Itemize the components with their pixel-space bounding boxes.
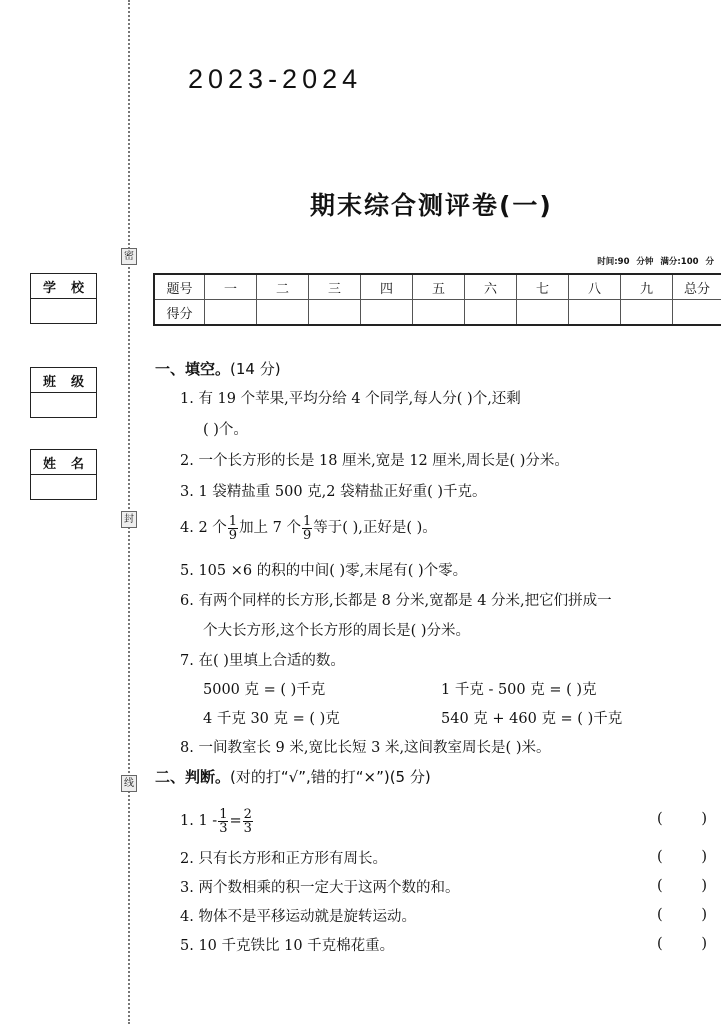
section2-heading	[155, 767, 431, 787]
school-label-b: 校	[70, 280, 84, 296]
score-cell[interactable]	[621, 300, 673, 326]
score-cell[interactable]	[361, 300, 413, 326]
frac-den: 9	[303, 527, 312, 543]
score-cell[interactable]	[309, 300, 361, 326]
score-table-score-row	[154, 300, 721, 326]
fraction-one-third	[218, 808, 228, 835]
school-year: 2023-2024	[188, 64, 363, 94]
frac-num: 1	[303, 513, 312, 529]
frac-num: 1	[228, 513, 238, 529]
question-6-line2: 个大长方形,这个长方形的周长是( )分米。	[203, 623, 471, 639]
question-5: 5. 105 ×6 的积的中间( )零,末尾有( )个零。	[180, 563, 468, 579]
question-1-line2: ( )个。	[203, 422, 248, 438]
item-text: 物体不是平移运动就是旋转运动。	[198, 909, 416, 925]
class-input[interactable]	[31, 393, 96, 417]
paren-close: )	[701, 936, 707, 952]
section1-points: (14 分)	[230, 360, 281, 378]
frac-den: 9	[228, 527, 238, 543]
header-cell: 总分	[673, 274, 722, 300]
header-cell: 题号	[154, 274, 205, 300]
name-input[interactable]	[31, 475, 96, 499]
fraction-two-thirds	[243, 808, 253, 835]
judge-item-2	[180, 849, 387, 869]
paren-open: (	[657, 849, 663, 865]
header-cell: 四	[361, 274, 413, 300]
name-field[interactable]	[30, 449, 97, 500]
answer-box-1[interactable]	[657, 811, 707, 827]
equals-sign: =	[229, 813, 242, 829]
frac-den: 3	[243, 820, 252, 836]
score-cell[interactable]	[205, 300, 257, 326]
frac-num: 2	[243, 806, 252, 822]
class-label-b: 级	[70, 374, 84, 390]
frac-num: 1	[219, 806, 228, 822]
item-number: 4.	[180, 909, 194, 925]
question-3: 3. 1 袋精盐重 500 克,2 袋精盐正好重( )千克。	[180, 484, 487, 500]
judge-item-5	[180, 936, 394, 956]
paren-close: )	[701, 878, 707, 894]
item-text: 只有长方形和正方形有周长。	[198, 851, 387, 867]
school-field[interactable]	[30, 273, 97, 324]
score-cell[interactable]	[465, 300, 517, 326]
q4-part-c: 等于( ),正好是( )。	[313, 520, 437, 536]
question-7b: 1 千克 - 500 克 = ( )克	[441, 682, 597, 698]
answer-box-4[interactable]	[657, 907, 707, 923]
answer-box-2[interactable]	[657, 849, 707, 865]
paren-open: (	[657, 878, 663, 894]
fraction-one-ninth	[228, 515, 238, 542]
binding-mark-feng: 封	[121, 511, 137, 528]
paren-close: )	[701, 811, 707, 827]
score-cell[interactable]	[673, 300, 722, 326]
page-title: 期末综合测评卷(一)	[310, 191, 553, 220]
answer-box-5[interactable]	[657, 936, 707, 952]
item-text: 两个数相乘的积一定大于这两个数的和。	[198, 880, 460, 896]
question-7d: 540 克 + 460 克 = ( )千克	[441, 711, 623, 727]
header-cell: 五	[413, 274, 465, 300]
school-label	[31, 274, 96, 299]
header-cell: 二	[257, 274, 309, 300]
score-cell[interactable]	[413, 300, 465, 326]
q4-part-a: 4. 2 个	[180, 520, 227, 536]
question-7: 7. 在( )里填上合适的数。	[180, 653, 345, 669]
section2-instruction: (对的打“√”,错的打“×”)(5 分)	[230, 768, 431, 786]
score-table-header-row	[154, 274, 721, 300]
name-label-b: 名	[70, 456, 84, 472]
header-cell: 七	[517, 274, 569, 300]
paren-close: )	[701, 849, 707, 865]
header-cell: 六	[465, 274, 517, 300]
section1-title: 一、填空。	[155, 360, 231, 378]
school-input[interactable]	[31, 299, 96, 323]
judge-item-3	[180, 878, 459, 898]
answer-box-3[interactable]	[657, 878, 707, 894]
score-table	[153, 273, 721, 326]
binding-mark-mi: 密	[121, 248, 137, 265]
paren-close: )	[701, 907, 707, 923]
item-number: 5.	[180, 938, 194, 954]
item-number: 2.	[180, 851, 194, 867]
header-cell: 八	[569, 274, 621, 300]
exam-meta: 时间:90 分钟 满分:100 分	[597, 257, 714, 267]
question-8: 8. 一间教室长 9 米,宽比长短 3 米,这间教室周长是( )米。	[180, 740, 551, 756]
judge-item-4	[180, 907, 416, 927]
question-6-line1: 6. 有两个同样的长方形,长都是 8 分米,宽都是 4 分米,把它们拼成一	[180, 593, 612, 609]
item-text: 10 千克铁比 10 千克棉花重。	[198, 938, 395, 954]
q4-part-b: 加上 7 个	[239, 520, 302, 536]
frac-den: 3	[219, 820, 228, 836]
item-number: 3.	[180, 880, 194, 896]
question-7c: 4 千克 30 克 = ( )克	[203, 711, 340, 727]
expr-part-a: 1 -	[198, 813, 218, 829]
section2-title: 二、判断。	[155, 768, 231, 786]
binding-mark-xian: 线	[121, 775, 137, 792]
fraction-one-ninth	[302, 515, 312, 542]
score-cell[interactable]	[257, 300, 309, 326]
row-label: 得分	[154, 300, 205, 326]
class-label	[31, 368, 96, 393]
name-label-a: 姓	[43, 456, 57, 472]
score-cell[interactable]	[569, 300, 621, 326]
question-1-line1: 1. 有 19 个苹果,平均分给 4 个同学,每人分( )个,还剩	[180, 391, 521, 407]
score-cell[interactable]	[517, 300, 569, 326]
item-number: 1.	[180, 813, 194, 829]
question-7a: 5000 克 = ( )千克	[203, 682, 326, 698]
question-2: 2. 一个长方形的长是 18 厘米,宽是 12 厘米,周长是( )分米。	[180, 453, 569, 469]
paren-open: (	[657, 936, 663, 952]
class-field[interactable]	[30, 367, 97, 418]
section1-heading	[155, 359, 281, 379]
paren-open: (	[657, 907, 663, 923]
question-4	[180, 510, 437, 546]
header-cell: 一	[205, 274, 257, 300]
name-label	[31, 450, 96, 475]
header-cell: 三	[309, 274, 361, 300]
class-label-a: 班	[43, 374, 57, 390]
paren-open: (	[657, 811, 663, 827]
school-label-a: 学	[43, 280, 57, 296]
header-cell: 九	[621, 274, 673, 300]
judge-item-1	[180, 803, 254, 839]
